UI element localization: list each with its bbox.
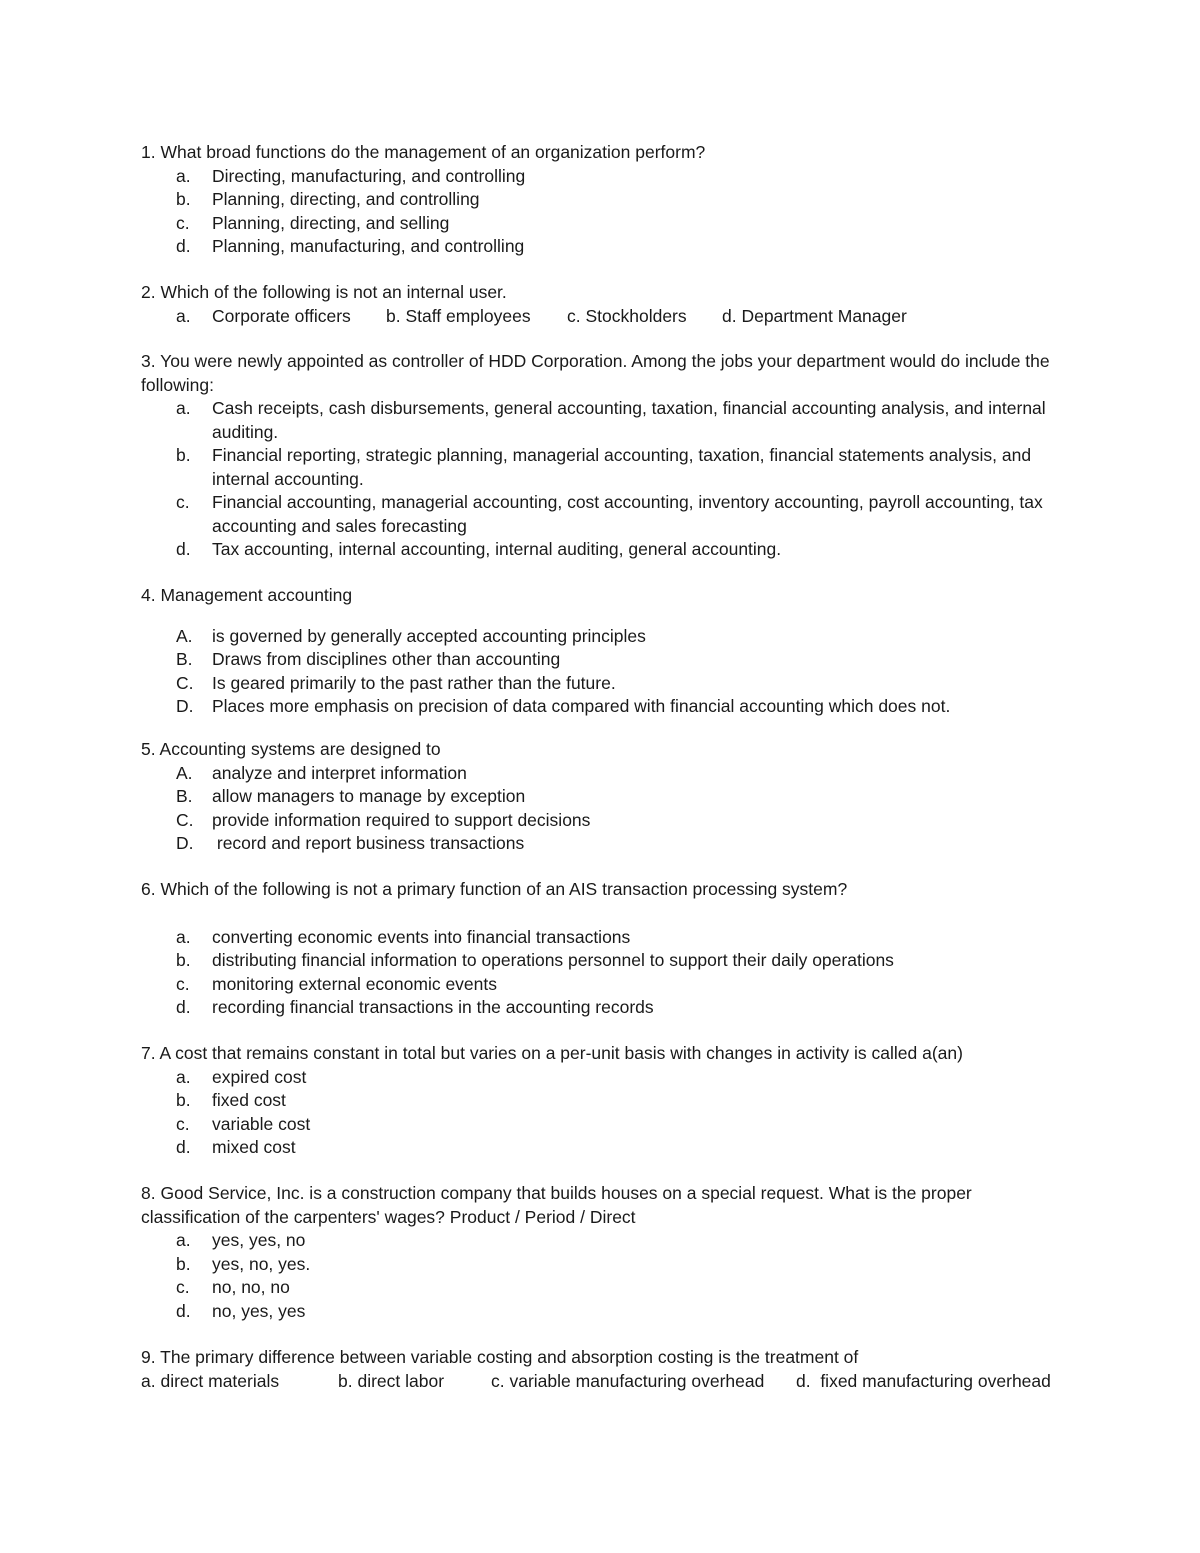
option-list xyxy=(141,165,1071,259)
option-a: A. analyze and interpret information xyxy=(176,762,467,783)
question-text: 1. What broad functions do the management of an organization perform? xyxy=(141,142,706,162)
option-list xyxy=(141,397,1071,562)
question-text: 3. You were newly appointed as controller of HDD Corporation. Among the jobs your department would do include the following: xyxy=(141,351,1050,395)
option-c: c. Financial accounting, managerial accounting, cost accounting, inventory accounting, payroll accounting, tax accounting and sales forecasting xyxy=(176,492,1043,536)
option-c: C. Is geared primarily to the past rather than the future. xyxy=(176,672,616,693)
question-text: 9. The primary difference between variable costing and absorption costing is the treatment of xyxy=(141,1347,859,1367)
option-b: b. direct labor xyxy=(338,1370,445,1391)
option-d: d. mixed cost xyxy=(176,1137,296,1157)
option-d: d. Planning, manufacturing, and controlling xyxy=(176,236,525,256)
inline-option-row xyxy=(141,1370,1071,1394)
option-letter: a. xyxy=(176,305,191,326)
option-d: d. Department Manager xyxy=(722,305,907,326)
option-b: b. fixed cost xyxy=(176,1090,286,1110)
option-a: a. yes, yes, no xyxy=(176,1230,306,1250)
question-7 xyxy=(141,1042,1071,1160)
question-text: 2. Which of the following is not an internal user. xyxy=(141,282,507,302)
option-a: a. converting economic events into financial transactions xyxy=(176,926,631,947)
option-c: c. monitoring external economic events xyxy=(176,973,498,994)
option-b: b. Planning, directing, and controlling xyxy=(176,189,480,209)
inline-option-row xyxy=(141,305,1071,329)
option-b: b. Staff employees xyxy=(386,305,531,326)
option-b: b. Financial reporting, strategic planning, managerial accounting, taxation, financial statements analysis, and internal accounting. xyxy=(176,445,1032,489)
option-list xyxy=(141,926,1071,1020)
option-list xyxy=(141,1066,1071,1160)
option-list xyxy=(141,625,1071,719)
option-a: a. Cash receipts, cash disbursements, general accounting, taxation, financial accounting analysis, and internal auditing. xyxy=(176,398,1046,442)
option-d: d. fixed manufacturing overhead xyxy=(796,1370,1051,1391)
question-text: 4. Management accounting xyxy=(141,585,353,605)
question-2 xyxy=(141,281,1071,328)
option-b: b. distributing financial information to operations personnel to support their daily operations xyxy=(176,950,894,970)
question-5 xyxy=(141,738,1071,856)
option-a: a. Directing, manufacturing, and controlling xyxy=(176,165,526,186)
option-b: B. allow managers to manage by exception xyxy=(176,786,526,806)
option-b: b. yes, no, yes. xyxy=(176,1253,311,1274)
option-d: D. Places more emphasis on precision of data compared with financial accounting which does not. xyxy=(176,696,951,716)
option-list xyxy=(141,762,1071,856)
option-c: c. variable cost xyxy=(176,1113,311,1134)
question-3 xyxy=(141,350,1071,562)
option-c: c. Stockholders xyxy=(567,305,687,326)
question-text: 7. A cost that remains constant in total but varies on a per-unit basis with changes in activity is called a(an) xyxy=(141,1043,963,1063)
option-d: d. Tax accounting, internal accounting, internal auditing, general accounting. xyxy=(176,539,782,559)
question-4 xyxy=(141,584,1071,719)
option-c: c. Planning, directing, and selling xyxy=(176,212,450,233)
option-d: d. no, yes, yes xyxy=(176,1300,306,1321)
option-c: c. variable manufacturing overhead xyxy=(491,1370,765,1391)
question-text: 6. Which of the following is not a primary function of an AIS transaction processing system? xyxy=(141,879,848,899)
option-a: A. is governed by generally accepted accounting principles xyxy=(176,625,646,646)
question-1 xyxy=(141,141,1071,259)
option-b: B. Draws from disciplines other than accounting xyxy=(176,649,561,669)
option-c: c. no, no, no xyxy=(176,1277,290,1297)
option-c: C. provide information required to support decisions xyxy=(176,809,591,830)
option-d: D. record and report business transactions xyxy=(176,833,525,853)
question-6 xyxy=(141,878,1071,1020)
option-a: a. direct materials xyxy=(141,1370,280,1391)
option-a: Corporate officers xyxy=(212,305,351,326)
option-a: a. expired cost xyxy=(176,1066,307,1087)
option-list xyxy=(141,1229,1071,1323)
question-8 xyxy=(141,1182,1071,1323)
question-text: 8. Good Service, Inc. is a construction company that builds houses on a special request. What is the proper classification of the carpenters' wages? Product / Period / Direct xyxy=(141,1183,972,1227)
option-d: d. recording financial transactions in the accounting records xyxy=(176,997,654,1017)
question-text: 5. Accounting systems are designed to xyxy=(141,739,441,759)
question-9 xyxy=(141,1346,1071,1393)
